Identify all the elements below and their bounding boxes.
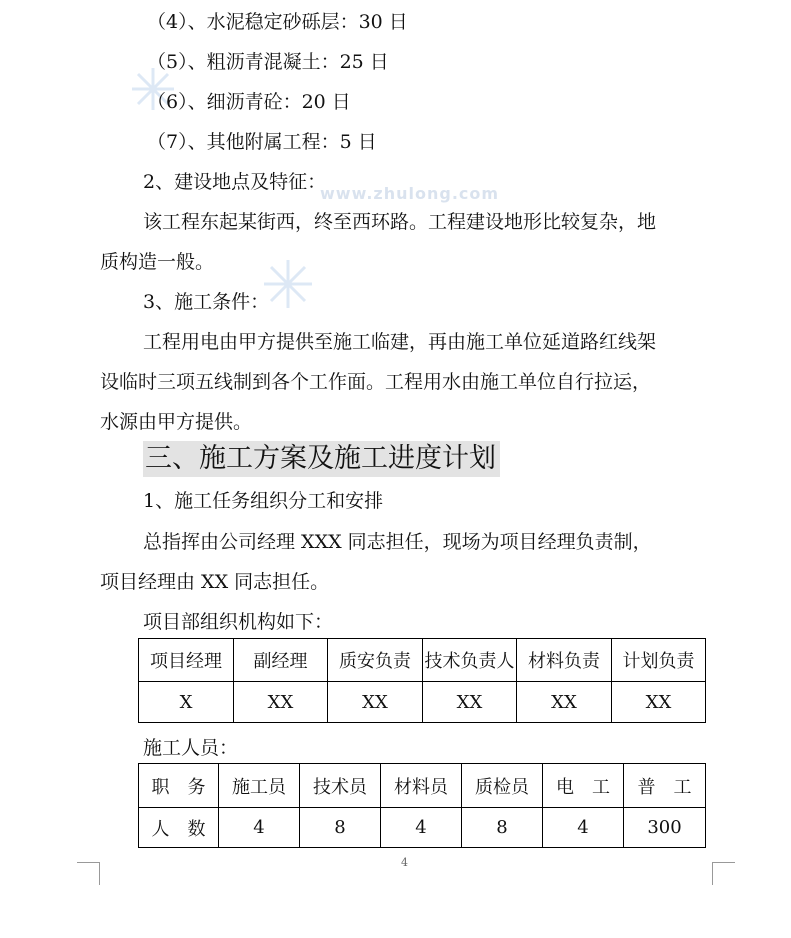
org-header-cell: 技术负责人 — [423, 639, 517, 682]
staff-table — [138, 763, 706, 848]
staff-header-cell: 普 工 — [624, 764, 706, 808]
margin-corner-mark — [77, 862, 100, 885]
paragraph-line: 工程用电由甲方提供至施工临建，再由施工单位延道路红线架 — [143, 331, 657, 353]
org-value-cell: XX — [517, 682, 612, 723]
staff-value-cell: 4 — [381, 808, 462, 848]
org-value-cell: XX — [423, 682, 517, 723]
staff-value-cell: 300 — [624, 808, 706, 848]
duration-item: （7）、其他附属工程：5 日 — [147, 131, 377, 153]
staff-value-cell: 人 数 — [139, 808, 219, 848]
org-value-cell: XX — [328, 682, 423, 723]
staff-value-cell: 8 — [462, 808, 543, 848]
org-header-cell: 质安负责 — [328, 639, 423, 682]
paragraph-line: 总指挥由公司经理 XXX 同志担任，现场为项目经理负责制， — [143, 531, 652, 553]
staff-value-cell: 4 — [543, 808, 624, 848]
paragraph-line: 质构造一般。 — [100, 251, 215, 273]
org-value-cell: XX — [612, 682, 706, 723]
duration-item: （5）、粗沥青混凝土：25 日 — [147, 51, 389, 73]
paragraph-line: 水源由甲方提供。 — [100, 411, 253, 433]
staff-header-cell: 技术员 — [300, 764, 381, 808]
staff-header-cell: 施工员 — [219, 764, 300, 808]
section-heading: 2、建设地点及特征： — [143, 171, 327, 193]
section-heading: 1、施工任务组织分工和安排 — [143, 490, 384, 512]
staff-value-cell: 4 — [219, 808, 300, 848]
table-caption: 施工人员： — [143, 737, 239, 759]
section-heading: 3、施工条件： — [143, 291, 270, 313]
website-watermark: www.zhulong.com — [320, 184, 500, 203]
staff-header-cell: 材料员 — [381, 764, 462, 808]
staff-header-cell: 质检员 — [462, 764, 543, 808]
staff-header-cell: 职 务 — [139, 764, 219, 808]
org-value-cell: X — [139, 682, 234, 723]
org-header-cell: 材料负责 — [517, 639, 612, 682]
staff-value-cell: 8 — [300, 808, 381, 848]
snowflake-watermark-icon — [262, 258, 314, 310]
duration-item: （4）、水泥稳定砂砾层：30 日 — [147, 11, 408, 33]
chapter-heading: 三、施工方案及施工进度计划 — [143, 441, 500, 477]
org-header-cell: 项目经理 — [139, 639, 234, 682]
paragraph-line: 设临时三项五线制到各个工作面。工程用水由施工单位自行拉运， — [100, 371, 652, 393]
page-number: 4 — [401, 856, 408, 869]
org-header-cell: 计划负责 — [612, 639, 706, 682]
margin-corner-mark — [712, 862, 735, 885]
paragraph-line: 项目经理由 XX 同志担任。 — [100, 571, 330, 593]
staff-header-cell: 电 工 — [543, 764, 624, 808]
org-header-cell: 副经理 — [234, 639, 328, 682]
org-structure-table — [138, 638, 706, 723]
org-value-cell: XX — [234, 682, 328, 723]
duration-item: （6）、细沥青砼：20 日 — [147, 91, 351, 113]
paragraph-line: 该工程东起某街西，终至西环路。工程建设地形比较复杂，地 — [143, 211, 657, 233]
table-caption: 项目部组织机构如下： — [143, 611, 334, 633]
